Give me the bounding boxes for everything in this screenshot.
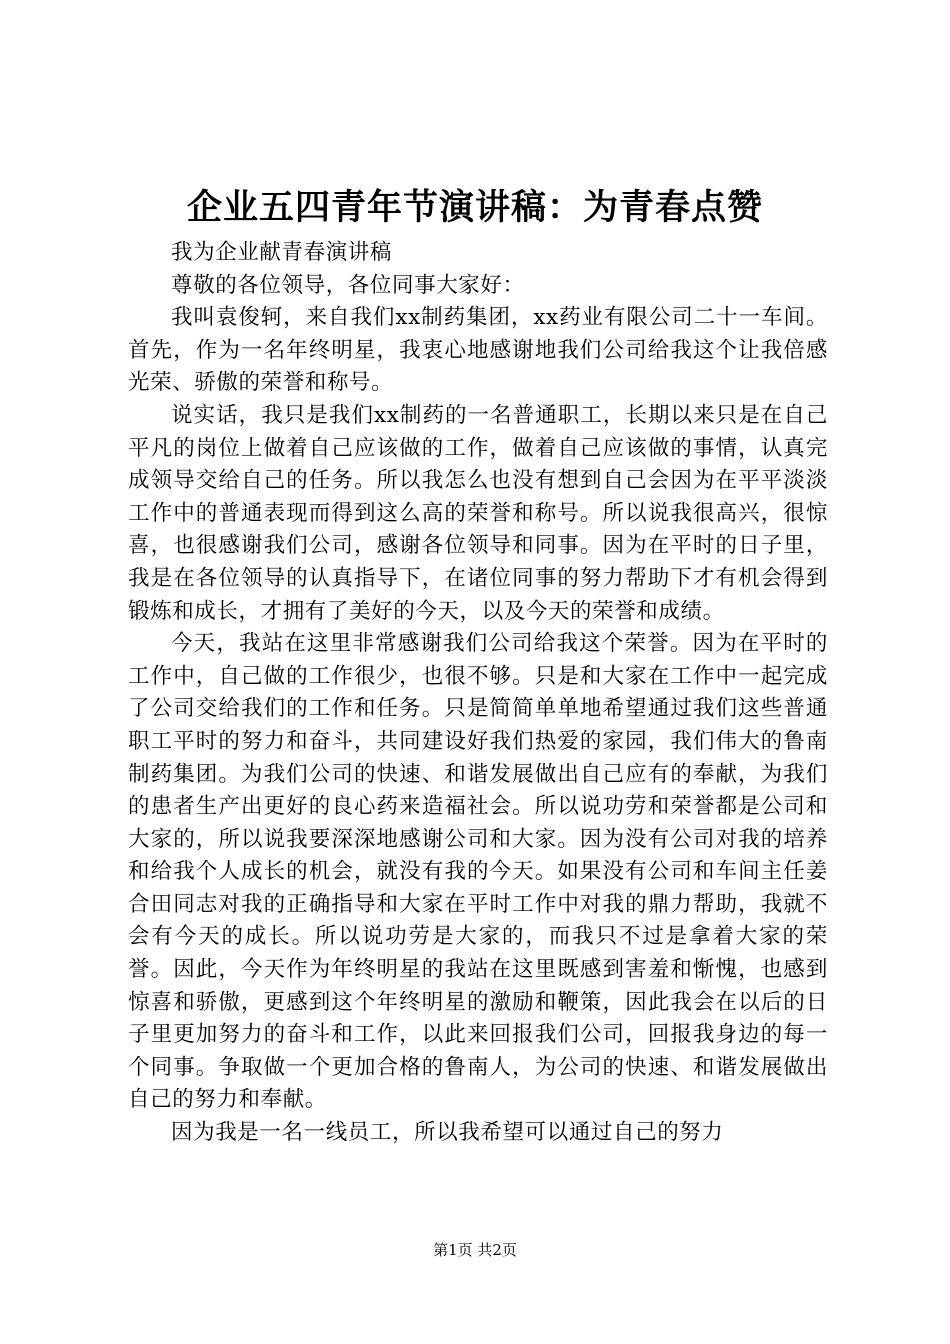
document-title: 企业五四青年节演讲稿：为青春点赞 (186, 187, 763, 228)
paragraph-subtitle: 我为企业献青春演讲稿 (171, 240, 393, 265)
paragraph-body-2: 今天，我站在这里非常感谢我们公司给我这个荣誉。因为在平时的工作中，自己做的工作很少，也很不够。只是和大家在工作中一起完成了公司交给我们的工作和任务。只是简简单单地希望通过我们这些普通职工平时的努力和奋斗，共同建设好我们热爱的家园，我们伟大的鲁南制药集团。为我们公司的快速、和谐发展做出自己应有的奉献，为我们的患者生产出更好的良心药来造福社会。所以说功劳和荣誉都是公司和大家的，所以说我要深深地感谢公司和大家。因为没有公司对我的培养和给我个人成长的机会，就没有我的今天。如果没有公司和车间主任姜合田同志对我的正确指导和大家在平时工作中对我的鼎力帮助，我就不会有今天的成长。所以说功劳是大家的，而我只不过是拿着大家的荣誉。因此，今天作为年终明星的我站在这里既感到害羞和惭愧，也感到惊喜和骄傲，更感到这个年终明星的激励和鞭策，因此我会在以后的日子里更加努力的奋斗和工作，以此来回报我们公司，回报我身边的每一个同事。争取做一个更加合格的鲁南人，为公司的快速、和谐发展做出自己的努力和奉献。 (128, 631, 828, 1113)
page-footer: 第1页 共2页 (433, 1241, 517, 1259)
paragraph-greeting: 尊敬的各位领导，各位同事大家好： (171, 272, 525, 298)
paragraph-intro: 我叫袁俊轲，来自我们xx制药集团，xx药业有限公司二十一车间。首先，作为一名年终明星，我衷心地感谢地我们公司给我这个让我倍感光荣、骄傲的荣誉和称号。 (128, 305, 828, 396)
paragraph-body-3: 因为我是一名一线员工，所以我希望可以通过自己的努力 (171, 1120, 724, 1146)
paragraph-body-1: 说实话，我只是我们xx制药的一名普通职工，长期以来只是在自己平凡的岗位上做着自己应该做的工作，做着自己应该做的事情，认真完成领导交给自己的任务。所以我怎么也没有想到自己会因为在平平淡淡工作中的普通表现而得到这么高的荣誉和称号。所以说我很高兴，很惊喜，也很感谢我们公司，感谢各位领导和同事。因为在平时的日子里，我是在各位领导的认真指导下，在诸位同事的努力帮助下才有机会得到锻炼和成长，才拥有了美好的今天，以及今天的荣誉和成绩。 (128, 402, 828, 624)
document-body (128, 237, 828, 1150)
